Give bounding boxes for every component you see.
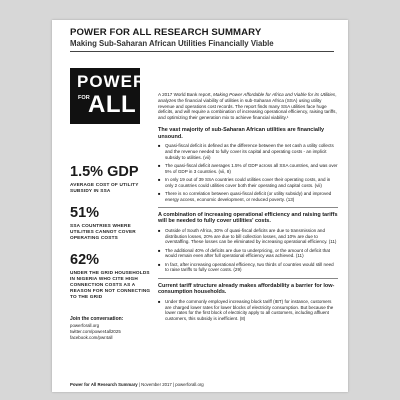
page-title: POWER FOR ALL RESEARCH SUMMARY bbox=[70, 27, 262, 38]
stat-value: 51% bbox=[70, 205, 100, 221]
stat-label: UNDER THE GRID HOUSEHOLDS IN NIGERIA WHO CITE HIGH CONNECTION COSTS AS A REASON FOR NOT CONNECTING TO THE GRID bbox=[70, 270, 151, 299]
power-for-all-logo bbox=[70, 68, 147, 124]
link-website[interactable]: powerforall.org bbox=[70, 323, 100, 328]
main-column bbox=[158, 92, 338, 327]
intro-paragraph bbox=[158, 92, 338, 121]
section-divider bbox=[158, 207, 338, 208]
logo-word-all: ALL bbox=[88, 91, 137, 118]
link-twitter[interactable]: twitter.com/power4all2025 bbox=[70, 329, 121, 334]
page-subtitle: Making Sub-Saharan African Utilities Financially Viable bbox=[70, 39, 274, 48]
page-footer bbox=[70, 382, 334, 387]
bullet-item: ■ Quasi-fiscal deficit is defined as the difference between the net cash a utility collects and the revenue needed to fully cover its capital and operating costs - an implicit subsidy to utilities. (vii) bbox=[158, 143, 338, 160]
section-heading: A combination of increasing operational efficiency and raising tariffs will be needed to fully cover utilities' costs. bbox=[158, 211, 338, 225]
intro-prefix: A 2017 World Bank report, bbox=[158, 92, 214, 97]
link-facebook[interactable]: facebook.com/pwr4all bbox=[70, 335, 113, 340]
join-conversation bbox=[70, 316, 154, 341]
report-title: Making Power Affordable for Africa and Viable for its Utilities bbox=[213, 92, 336, 97]
section-heading: The vast majority of sub-Saharan African utilities are financially unsound. bbox=[158, 126, 325, 140]
section-heading: Current tariff structure already makes affordability a barrier for low-consumption households. bbox=[158, 282, 335, 296]
footer-details: | November 2017 | powerforall.org bbox=[137, 382, 204, 387]
stat-label: SSA COUNTRIES WHERE UTILITIES CANNOT COVER OPERATING COSTS bbox=[70, 223, 136, 240]
intro-suffix: , analyzes the financial viability of utilities in sub-Saharan Africa (SSA) using utility revenue and operations cost records. The report finds many SSA utilities face huge deficits, and will require a combination of increasing operational efficiency, raising tariffs, and optimizing their generation mix to achieve financial viability.¹ bbox=[158, 92, 337, 121]
section-2 bbox=[158, 212, 338, 273]
stat-value: 62% bbox=[70, 252, 100, 268]
section-divider bbox=[158, 278, 338, 279]
footer-name: Power for All Research Summary bbox=[70, 382, 138, 387]
join-heading: Join the conversation: bbox=[70, 316, 124, 322]
logo-word-power: POWER bbox=[77, 72, 147, 91]
stat-subsidy bbox=[70, 164, 154, 194]
bullet-item: ■ Under the commonly employed increasing block tariff (IBT) for instance, customers are charged lower rates for lower blocks of electricity consumption. But because the lower rates for the first block of electricity apply to all customers, including affluent customers, this subsidy is inefficient. (8) bbox=[158, 299, 338, 322]
bullet-item: ■ The additional 40% of deficits are due to underpricing, or the amount of deficit that would remain even after full operational efficiency was achieved. (11) bbox=[158, 248, 338, 259]
bullet-item: ■ In only 19 out of 39 SSA countries could utilities cover their operating costs, and in only 2 countries could utilities cover both their operating and capital costs. (vii) bbox=[158, 177, 338, 188]
logo-word-for: FOR bbox=[78, 95, 90, 101]
document-page bbox=[52, 20, 348, 392]
section-3 bbox=[158, 283, 338, 322]
stat-utilities bbox=[70, 205, 154, 241]
stat-nigeria bbox=[70, 252, 154, 300]
stat-value: 1.5% GDP bbox=[70, 164, 139, 180]
header-divider bbox=[70, 51, 334, 52]
bullet-item: ■ There is no correlation between quasi-fiscal deficit (or utility subsidy) and improved energy access, economic development, or reduced poverty. (13) bbox=[158, 191, 338, 202]
bullet-item: ■ In fact, after increasing operational efficiency, two thirds of countries would still need to raise tariffs to fully cover costs. (29) bbox=[158, 262, 338, 273]
stat-label: AVERAGE COST OF UTILITY SUBSIDY IN SSA bbox=[70, 182, 139, 193]
bullet-item: ■ The quasi-fiscal deficit averages 1.5% of GDP across all SSA countries, and was over 5% of GDP in 3 countries. (vii, 8) bbox=[158, 163, 338, 174]
bullet-item: ■ Outside of South Africa, 30% of quasi-fiscal deficits are due to transmission and distribution losses, 20% are due to bill collection losses, and 10% are due to overstaffing. These losses can be eliminated by increasing operational efficiency. (11) bbox=[158, 228, 338, 245]
section-1 bbox=[158, 127, 338, 202]
